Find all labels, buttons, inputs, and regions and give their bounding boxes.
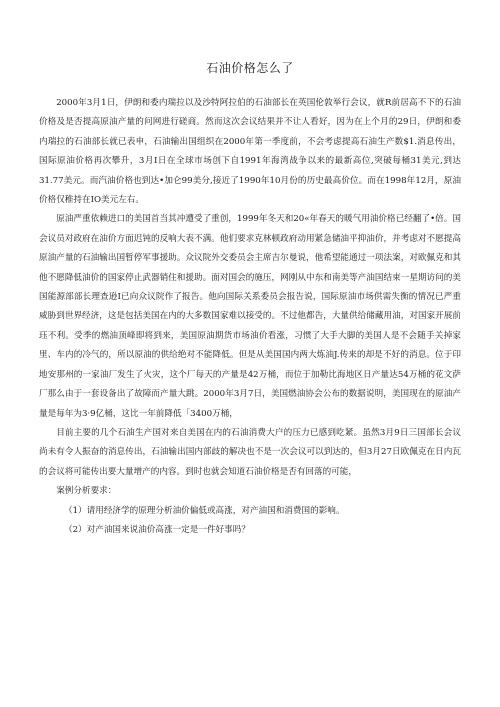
question-item: （1）请用经济学的原理分析油价偏低或高涨，对产油国和消费国的影响。 [64, 505, 345, 516]
document-body [39, 94, 461, 540]
paragraph: 2000年3月1日，伊朗和委内瑞拉以及沙特阿拉伯的石油部长在英国伦敦举行会议，就R前居高不下的石油价格及是否提高原油产量的问网进行磋商。然而这次会议结果并不让人看好，因为在上个月的29日，伊朗和委内瑞拉的石油部长就已表申，石油输出国组织在2000年第一季度前，不会考虑提高石油生产数$1.消息传出，国际原油价格再次攀升，3月I日在全球市场创下自1991年海湾战争以来的最新高位,突破每桶31美元,到达31.77美元。而汽油价格也到达•加仑99美分,接近了1990年10月份的历史最高价位。而在1998年12月，原油价格仅稚持在IO美元左右。 [39, 98, 461, 206]
analysis-requirements-heading: 案例分析要求： [56, 486, 117, 497]
document-title: 石油价格怎么了 [206, 61, 294, 75]
question-item: （2）对产油国来说油价高涨一定是一件好事吗？ [64, 524, 250, 535]
paragraph: 原油严重依赖进口的美国首当其冲遭受了重创，1999年冬天和20«年春天的暖气用油价格已经翻了•倍。国会议员对政府在油价方面迟钝的反响大表不满。他们要求克林顿政府动用紧急储油平抑油价，并考虑对不愿提高原油产量的石油输出国暂停军事援助。众议院外交委员会主席吉尔曼说，他希望能通过一项法案，对欧佩克和其他不愿降低油价的国家停止武器销住和援助。面对国会的施压，网刚从中东和南美等产油国结束一星期访问的美国能源部部长理查逊I已向众议院作了报告。他向国际关系委员会报告说，国际原油市场供需失衡的情况已严重威胁到世界经济，这是包括美国在内的大多数国家难以接受的。不过他都告，大量供给储藏用油，对国家开展前珏不利。受季的燃油顶峰即将到来，美国原油期货市场油价看涨，习惯了大手大脚的美国人是不会随手关掉家里、车内的冷气的，所以原油的供给绝对不能降低。但是从美国国内两大炼油J.传来的却是不好的消息。位于印地安那州的一家油厂发生了火灾，这个厂每天的产量是42万桶，而位于加勒比海地区日产量达54万桶的花文萨厂那么由于一套设备出了故障而产量大跳。2000年3月7日，美国燃油协会公布的数据说明，美国现在的原油产量是每年为3·9亿桶，这比一年前降低「3400万桶， [39, 214, 461, 419]
paragraph: 目前主要的几个石油生产国对来自美国在内的石油消费大户的压力已感到吃紧。虽然3月9日三国部长会议尚未有令人振奋的消息传出，石油输出国内部歧的解决也不是一次会议可以到达的，但3月27日欧佩克在日内瓦的会议将可能传出要大量增产的内容。到时也就会知道石油价格是否有回落的可能， [39, 427, 461, 477]
